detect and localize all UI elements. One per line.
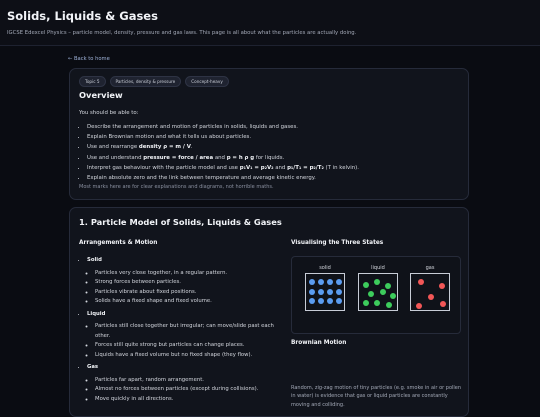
visualising-heading: Visualising the Three States: [291, 240, 384, 246]
overview-heading: Overview: [79, 90, 123, 100]
tag-topic: Topic 5: [79, 76, 106, 87]
page-subtitle: IGCSE Edexcel Physics – particle model, density, pressure and gas laws. This page is all about what the particles are actually doing.: [7, 30, 357, 36]
state-item-gas: [87, 363, 287, 404]
back-to-home-link[interactable]: ← Back to home: [68, 56, 110, 62]
gas-particle: [440, 301, 446, 307]
gas-particle: [428, 294, 434, 300]
state-name: Liquid: [87, 310, 106, 317]
liquid-particle: [363, 282, 369, 288]
objective-item: • Interpret gas behaviour with the particle model and use p₁V₁ = p₂V₂ and p₁/T₁ = p₂/T₂ (T in kelvin).: [87, 163, 359, 173]
state-point: ◦ Forces still quite strong but particles can change places.: [95, 341, 287, 351]
density-formula: density ρ = m / V: [138, 144, 191, 151]
state-point: ◦ Strong forces between particles.: [95, 278, 287, 288]
brownian-text: Random, zig-zag motion of tiny particles (e.g. smoke in air or pollen in water) is evidence that gas or liquid particles are constantly moving and colliding.: [291, 385, 462, 408]
solid-particle: [309, 289, 315, 295]
tag-concept: Concept-heavy: [185, 76, 229, 87]
solid-particle: [336, 289, 342, 295]
arrangements-heading: Arrangements & Motion: [79, 240, 158, 246]
solid-particle: [309, 279, 315, 285]
liquid-particle: [386, 302, 392, 308]
state-item-liquid: [87, 310, 287, 361]
gas-box-label: gas: [425, 265, 435, 271]
solid-box-label: solid: [319, 265, 331, 271]
objective-item: • Explain Brownian motion and what it tells us about particles.: [87, 132, 359, 142]
three-states-diagram: [291, 256, 461, 334]
tag-particles: Particles, density & pressure: [110, 76, 182, 87]
state-point: ◦ Almost no forces between particles (except during collisions).: [95, 385, 287, 395]
liquid-particle: [380, 289, 386, 295]
pressure-formula: pressure = force / area: [143, 154, 214, 161]
state-name: Gas: [87, 364, 99, 370]
solid-box: [305, 273, 345, 311]
solid-particle: [309, 298, 315, 304]
liquid-pressure-formula: p = h ρ g: [226, 154, 255, 161]
particle-model-card: [69, 207, 469, 417]
brownian-heading: Brownian Motion: [291, 340, 347, 346]
state-point: ◦ Solids have a fixed shape and fixed volume.: [95, 297, 287, 307]
pressure-law-formula: p₁/T₁ = p₂/T₂: [287, 164, 324, 171]
solid-particle: [318, 298, 324, 304]
liquid-particle: [363, 300, 369, 306]
solid-particle: [318, 279, 324, 285]
state-item-solid: [87, 256, 287, 307]
liquid-particle: [374, 300, 380, 306]
boyles-law-formula: p₁V₁ = p₂V₂: [239, 164, 274, 171]
state-name: Solid: [87, 257, 102, 263]
state-point: ◦ Liquids have a fixed volume but no fixed shape (they flow).: [95, 351, 287, 361]
liquid-particle: [374, 279, 380, 285]
solid-particle: [327, 289, 333, 295]
liquid-box-label: liquid: [371, 265, 385, 271]
solid-particle: [336, 279, 342, 285]
page-title: Solids, Liquids & Gases: [7, 9, 158, 23]
solid-particle: [327, 279, 333, 285]
objective-item: • Explain absolute zero and the link between temperature and average kinetic energy.: [87, 173, 359, 183]
gas-particle: [439, 283, 445, 289]
overview-note: Most marks here are for clear explanations and diagrams, not horrible maths.: [79, 184, 274, 190]
liquid-box: [358, 273, 398, 311]
section-heading: 1. Particle Model of Solids, Liquids & Gases: [79, 217, 282, 227]
solid-particle: [336, 298, 342, 304]
overview-card: [69, 68, 469, 200]
objectives-list: [79, 122, 359, 183]
objective-item: • Use and rearrange density ρ = m / V.: [87, 142, 359, 152]
gas-particle: [416, 303, 422, 309]
site-header: [0, 0, 540, 46]
gas-particle: [418, 279, 424, 285]
tag-list: [79, 76, 229, 87]
state-point: ◦ Particles very close together, in a regular pattern.: [95, 269, 287, 279]
gas-box: [410, 273, 450, 311]
state-point: ◦ Particles far apart, random arrangement.: [95, 376, 287, 386]
objective-item: • Describe the arrangement and motion of particles in solids, liquids and gases.: [87, 122, 359, 132]
solid-particle: [318, 289, 324, 295]
overview-intro: You should be able to:: [79, 110, 139, 116]
liquid-particle: [368, 291, 374, 297]
state-point: ◦ Move quickly in all directions.: [95, 395, 287, 405]
solid-particle: [327, 298, 333, 304]
liquid-particle: [385, 283, 391, 289]
state-point: ◦ Particles still close together but irregular; can move/slide past each other.: [95, 322, 287, 341]
liquid-particle: [390, 293, 396, 299]
state-point: ◦ Particles vibrate about fixed positions.: [95, 288, 287, 298]
states-list: [79, 256, 287, 407]
objective-item: • Use and understand pressure = force / area and p = h ρ g for liquids.: [87, 153, 359, 163]
